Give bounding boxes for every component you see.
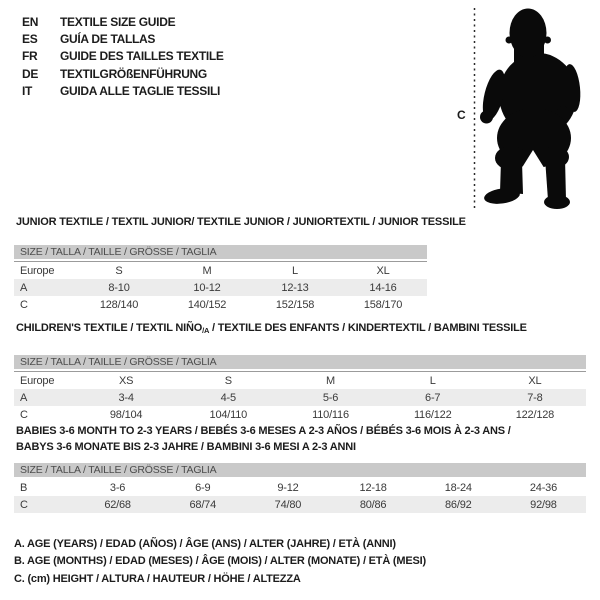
column-header-row (14, 372, 586, 389)
value-cell: 122/128 (515, 408, 555, 421)
table-title-subscript: /A (202, 326, 210, 335)
data-row-A (14, 279, 427, 296)
value-cell: 152/158 (275, 298, 315, 311)
footnotes (14, 536, 426, 588)
data-row-A (14, 389, 586, 406)
language-row (22, 65, 224, 82)
table-title (16, 215, 466, 229)
row-label: C (20, 298, 28, 311)
size-table-babies (14, 424, 586, 513)
value-cell: 12-18 (359, 481, 387, 494)
value-cell: 4-5 (220, 391, 236, 404)
language-label: TEXTILGRÖßENFÜHRUNG (60, 66, 207, 81)
value-cell: 5-6 (322, 391, 339, 404)
language-label: GUIDE DES TAILLES TEXTILE (60, 49, 224, 64)
table-title-line (16, 321, 586, 338)
table-rows (14, 479, 586, 513)
value-cell: 12-13 (281, 281, 309, 294)
footnote: C. (cm) HEIGHT / ALTURA / HAUTEUR / HÖHE / ALTEZZA (14, 572, 301, 585)
baby-figure (450, 0, 600, 215)
table-rows (14, 371, 586, 423)
language-code: EN (22, 14, 39, 29)
value-cell: 74/80 (274, 498, 302, 511)
value-cell: 62/68 (104, 498, 131, 511)
value-cell: 3-4 (118, 391, 134, 404)
height-label: C (457, 108, 466, 122)
footnote: B. AGE (MONTHS) / EDAD (MESES) / ÂGE (MOIS) / ALTER (MONATE) / ETÀ (MESI) (14, 555, 426, 568)
column-header-size: S (224, 374, 232, 387)
value-cell: 92/98 (530, 498, 557, 511)
size-header-bar: SIZE / TALLA / TAILLE / GRÖSSE / TAGLIA (14, 463, 586, 477)
column-header-size: XS (118, 374, 134, 387)
data-row-C (14, 296, 427, 313)
table-title-text: CHILDREN'S TEXTILE / TEXTIL NIÑO (16, 322, 203, 334)
column-header-size: XL (376, 264, 390, 277)
footnote: A. AGE (YEARS) / EDAD (AÑOS) / ÂGE (ANS) / ALTER (JAHRE) / ETÀ (ANNI) (14, 538, 396, 550)
value-cell: 80/86 (359, 498, 387, 511)
table-title-line (16, 424, 586, 440)
column-header-region: Europe (20, 374, 55, 387)
data-row-C (14, 406, 586, 423)
table-title-line (16, 215, 466, 229)
row-label: B (20, 481, 28, 494)
value-cell: 158/170 (363, 298, 403, 311)
row-label: C (20, 408, 28, 421)
language-label: GUIDA ALLE TAGLIE TESSILI (60, 84, 221, 99)
value-cell: 68/74 (189, 498, 217, 511)
column-header-size: M (202, 264, 212, 277)
baby-silhouette-icon (478, 9, 582, 210)
column-header-size: XL (528, 374, 542, 387)
column-header-region: Europe (20, 264, 55, 277)
table-title-text: / TEXTILE DES ENFANTS / KINDERTEXTIL / BAMBINI TESSILE (209, 322, 527, 334)
value-cell: 14-16 (369, 281, 397, 294)
value-cell: 128/140 (99, 298, 139, 311)
value-cell: 9-12 (277, 481, 299, 494)
column-header-size: M (326, 374, 335, 387)
value-cell: 8-10 (108, 281, 130, 294)
language-row (22, 83, 224, 100)
table-title (16, 321, 586, 338)
size-table-junior (14, 215, 466, 313)
column-header-row (14, 262, 427, 279)
language-code: FR (22, 49, 38, 64)
value-cell: 18-24 (444, 481, 472, 494)
language-row (22, 30, 224, 47)
row-label: A (20, 281, 28, 294)
language-code: ES (22, 32, 38, 47)
language-label: TEXTILE SIZE GUIDE (60, 14, 176, 29)
baby-figure-graphic (450, 0, 600, 215)
value-cell: 6-9 (195, 481, 211, 494)
table-title-text: JUNIOR TEXTILE / TEXTIL JUNIOR/ TEXTILE JUNIOR / JUNIORTEXTIL / JUNIOR TESSILE (16, 216, 466, 228)
data-row-C (14, 496, 586, 513)
value-cell: 24-36 (529, 481, 558, 494)
value-cell: 104/110 (209, 408, 248, 421)
language-row (22, 48, 224, 65)
language-label: GUÍA DE TALLAS (60, 32, 156, 47)
value-cell: 98/104 (109, 408, 143, 421)
table-title-line (16, 440, 586, 456)
value-cell: 7-8 (527, 391, 543, 404)
column-header-size: L (292, 264, 298, 277)
table-title (16, 424, 586, 455)
value-cell: 10-12 (193, 281, 221, 294)
size-header-bar: SIZE / TALLA / TAILLE / GRÖSSE / TAGLIA (14, 355, 586, 369)
value-cell: 3-6 (109, 481, 126, 494)
data-row-B (14, 479, 586, 496)
value-cell: 116/122 (413, 408, 452, 421)
value-cell: 110/116 (312, 408, 349, 421)
language-row (22, 13, 224, 30)
row-label: C (20, 498, 28, 511)
value-cell: 86/92 (445, 498, 472, 511)
table-title-text: BABIES 3-6 MONTH TO 2-3 YEARS / BEBÉS 3-6 MESES A 2-3 AÑOS / BÉBÉS 3-6 MOIS À 2-3 ANS / (16, 425, 511, 437)
language-list (22, 13, 224, 100)
size-header-bar: SIZE / TALLA / TAILLE / GRÖSSE / TAGLIA (14, 245, 427, 259)
language-code: IT (22, 84, 33, 99)
size-table-children (14, 321, 586, 423)
value-cell: 6-7 (425, 391, 441, 404)
language-code: DE (22, 66, 39, 81)
column-header-size: L (429, 374, 436, 387)
table-title-text: BABYS 3-6 MONATE BIS 2-3 JAHRE / BAMBINI 3-6 MESI A 2-3 ANNI (16, 440, 356, 453)
column-header-size: S (115, 264, 123, 277)
row-label: A (20, 391, 28, 404)
value-cell: 140/152 (187, 298, 227, 311)
table-rows (14, 261, 427, 313)
